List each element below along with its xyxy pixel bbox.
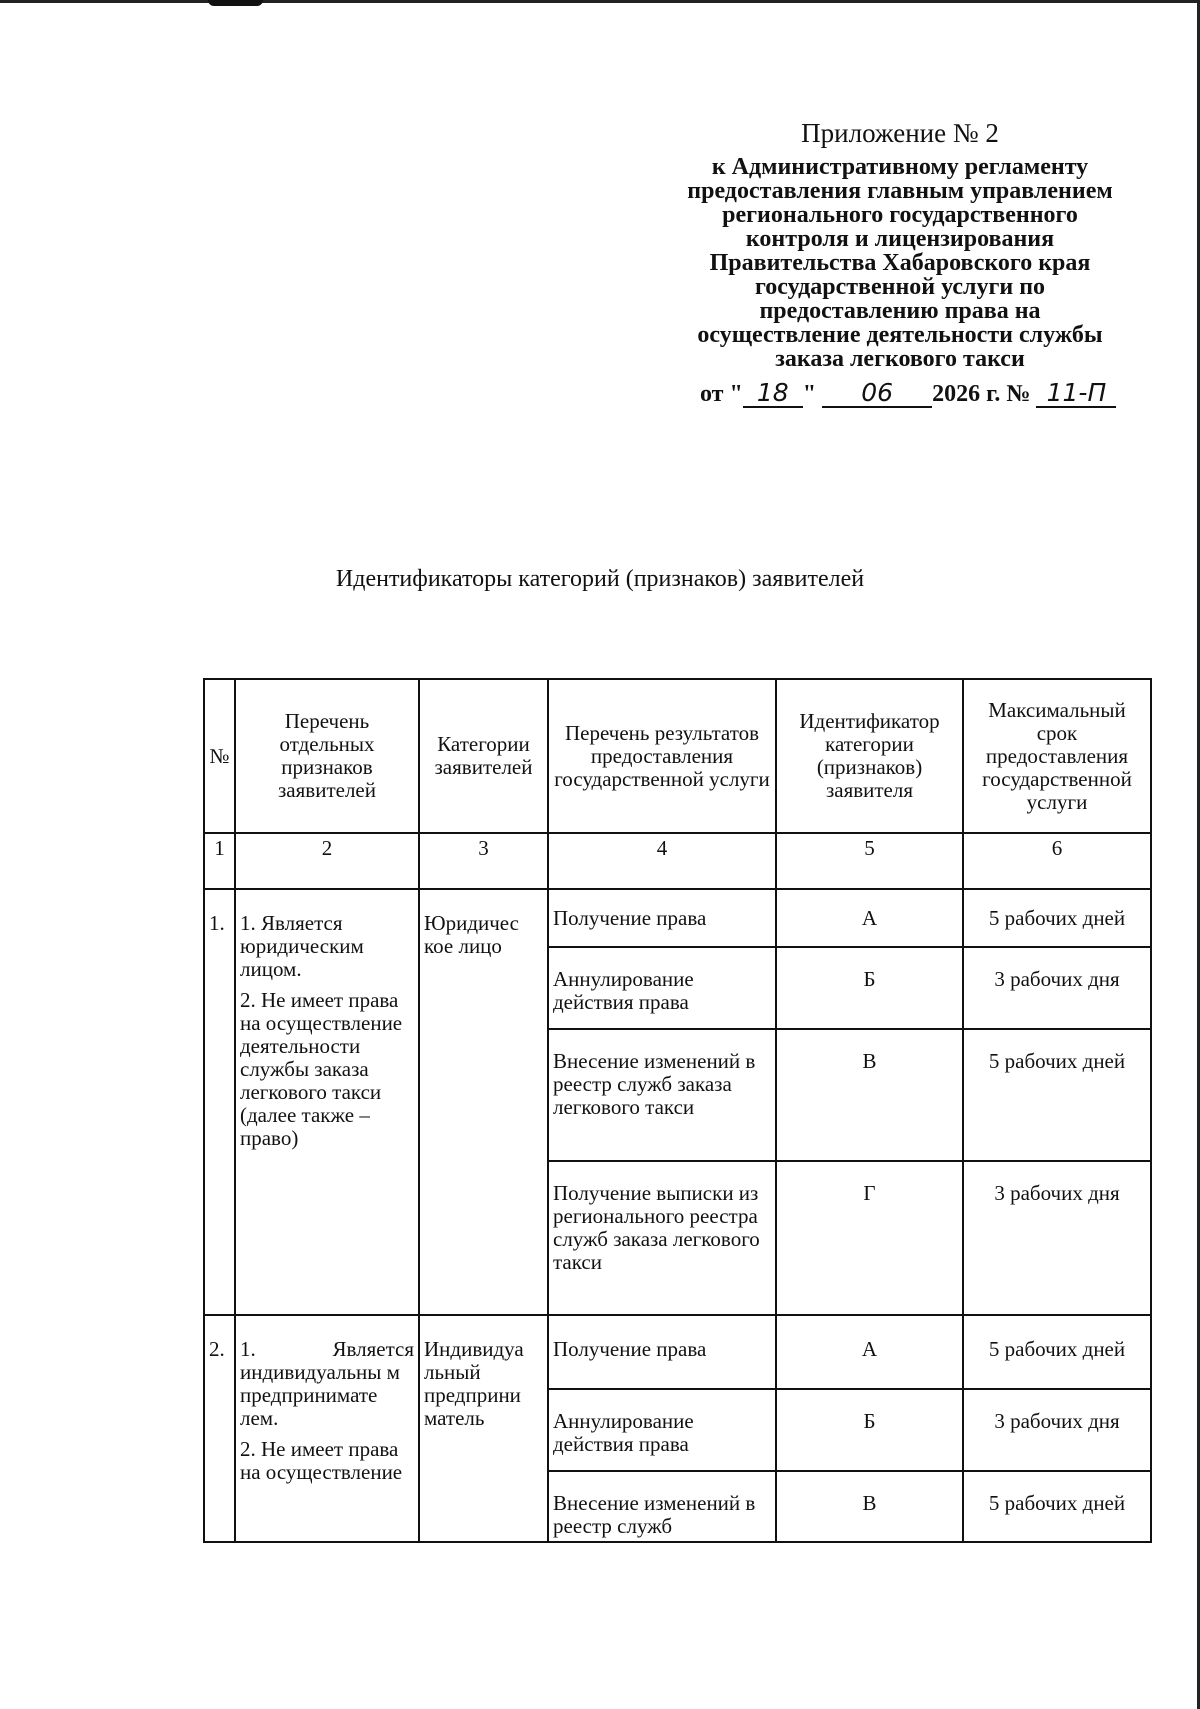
term-cell: 3 рабочих дня: [963, 947, 1151, 1029]
column-number-row: [204, 833, 1151, 889]
column-number: 6: [963, 833, 1151, 889]
date-month: 06: [822, 380, 932, 408]
appendix-line: предоставлению права на: [759, 298, 1041, 324]
sign-text: 1. Является юридическим лицом.: [240, 911, 364, 981]
sign-text: 1. Является: [240, 1337, 414, 1361]
appendix-title: Приложение № 2: [801, 118, 999, 148]
result-cell: Аннулирование действия права: [548, 947, 776, 1029]
category-cell: Индивидуа льный предприни матель: [419, 1315, 548, 1542]
categories-table: [203, 678, 1152, 1543]
header-cell: Перечень отдельных признаков заявителей: [235, 679, 419, 833]
sign-text: 2. Не имеет права на осуществление деятельности службы заказа легкового такси (далее также – право): [240, 988, 403, 1150]
appendix-line: предоставления главным управлением: [687, 178, 1113, 204]
header-cell: Идентификатор категории (признаков) заявителя: [776, 679, 963, 833]
result-cell: Внесение изменений в реестр служб заказа легкового такси: [548, 1029, 776, 1161]
column-number: 2: [235, 833, 419, 889]
table-row: [204, 889, 1151, 947]
column-number: 1: [204, 833, 235, 889]
date-year: 2026 г. №: [932, 381, 1031, 407]
result-cell: Внесение изменений в реестр служб: [548, 1471, 776, 1542]
document-title: Идентификаторы категорий (признаков) заявителей: [335, 566, 865, 592]
table-row: [204, 1315, 1151, 1389]
appendix-line: Правительства Хабаровского края: [709, 250, 1091, 276]
header-cell: Категории заявителей: [419, 679, 548, 833]
header-cell: Перечень результатов предоставления государственной услуги: [548, 679, 776, 833]
term-cell: 3 рабочих дня: [963, 1389, 1151, 1471]
result-cell: Получение права: [548, 1315, 776, 1389]
sign-text: 2. Не имеет права на осуществление: [240, 1437, 403, 1484]
term-cell: 5 рабочих дней: [963, 1471, 1151, 1542]
appendix-line: заказа легкового такси: [775, 346, 1025, 372]
appendix-line: регионального государственного: [722, 202, 1078, 228]
result-cell: Аннулирование действия права: [548, 1389, 776, 1471]
header-cell: Максимальный срок предоставления государственной услуги: [963, 679, 1151, 833]
appendix-date: [700, 380, 1130, 408]
date-number: 11-П: [1036, 380, 1116, 408]
date-prefix: от ": [700, 381, 743, 407]
term-cell: 5 рабочих дней: [963, 1029, 1151, 1161]
term-cell: 3 рабочих дня: [963, 1161, 1151, 1315]
appendix-line: к Административному регламенту: [711, 154, 1089, 180]
scan-mark: [208, 0, 263, 6]
column-number: 3: [419, 833, 548, 889]
appendix-line: осуществление деятельности службы: [697, 322, 1103, 348]
appendix-header: [660, 118, 1140, 407]
identifier-cell: А: [776, 889, 963, 947]
table-header-row: [204, 679, 1151, 833]
identifier-cell: В: [776, 1029, 963, 1161]
date-day: 18: [743, 380, 803, 408]
identifier-cell: В: [776, 1471, 963, 1542]
term-cell: 5 рабочих дней: [963, 889, 1151, 947]
signs-cell: [235, 1315, 419, 1542]
category-cell: Юридичес кое лицо: [419, 889, 548, 1315]
result-cell: Получение выписки из регионального реестра служб заказа легкового такси: [548, 1161, 776, 1315]
row-number: 1.: [204, 889, 235, 1315]
identifier-cell: Г: [776, 1161, 963, 1315]
sign-text: индивидуальны м предпринимате лем.: [240, 1360, 400, 1430]
identifier-cell: Б: [776, 1389, 963, 1471]
term-cell: 5 рабочих дней: [963, 1315, 1151, 1389]
identifier-cell: Б: [776, 947, 963, 1029]
header-cell: №: [204, 679, 235, 833]
result-cell: Получение права: [548, 889, 776, 947]
signs-cell: [235, 889, 419, 1315]
appendix-body: [660, 155, 1140, 371]
scan-edge: [0, 0, 1200, 3]
column-number: 4: [548, 833, 776, 889]
appendix-line: контроля и лицензирования: [745, 226, 1055, 252]
row-number: 2.: [204, 1315, 235, 1542]
appendix-line: государственной услуги по: [754, 274, 1046, 300]
date-mid: ": [802, 381, 817, 407]
column-number: 5: [776, 833, 963, 889]
identifier-cell: А: [776, 1315, 963, 1389]
